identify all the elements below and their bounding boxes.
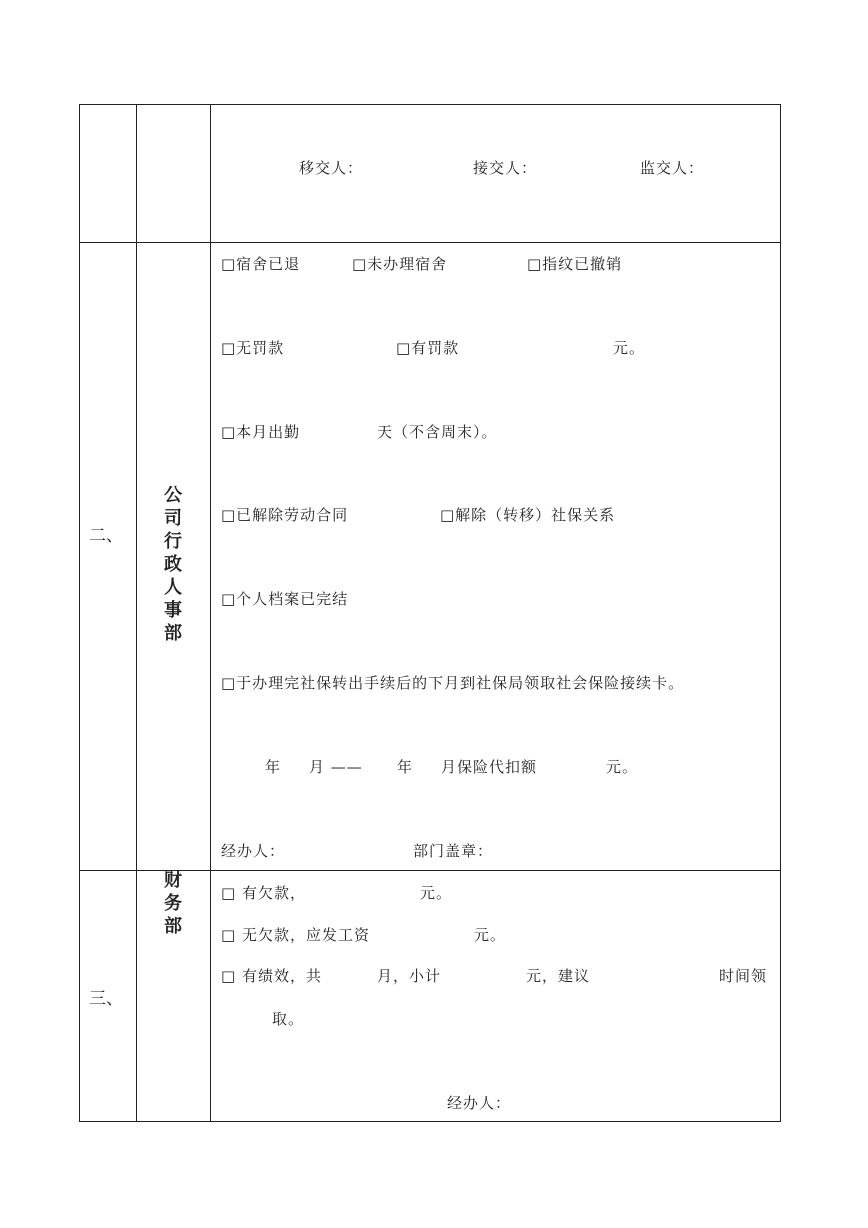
- debt-unit: 元。: [420, 884, 453, 902]
- section-number: 二、: [89, 526, 123, 546]
- column-divider-2: [210, 104, 211, 1122]
- performance-months: 月，小计: [377, 967, 442, 985]
- department-name: 公司行政人事部: [164, 485, 182, 644]
- finance-handler-label: 经办人：: [447, 1094, 512, 1112]
- receiver-person-label: 接交人：: [473, 159, 538, 177]
- no-dorm-checkbox[interactable]: □未办理宿舍: [352, 255, 448, 273]
- handover-person-label: 移交人：: [299, 159, 364, 177]
- labor-contract-terminated-checkbox[interactable]: □已解除劳动合同: [221, 506, 349, 524]
- insurance-unit: 元。: [606, 758, 639, 776]
- has-performance-checkbox[interactable]: □ 有绩效，共: [221, 967, 322, 985]
- performance-subtotal: 元，建议: [526, 967, 591, 985]
- row-divider-1: [79, 242, 781, 243]
- social-security-card-checkbox[interactable]: □于办理完社保转出手续后的下月到社保局领取社会保险接续卡。: [221, 674, 685, 692]
- attendance-days-text: 天（不含周末）。: [377, 423, 498, 441]
- insurance-month-1: 月 ——: [309, 758, 363, 776]
- salary-unit: 元。: [474, 926, 507, 944]
- no-debt-checkbox[interactable]: □ 无欠款，应发工资: [221, 926, 370, 944]
- social-security-transfer-checkbox[interactable]: □解除（转移）社保关系: [440, 506, 616, 524]
- finance-department-name: 财务部: [164, 870, 182, 937]
- has-fine-checkbox[interactable]: □有罚款: [396, 339, 460, 357]
- table-border-bottom: [79, 1121, 781, 1122]
- insurance-year-1: 年: [265, 758, 282, 776]
- department-seal-label: 部门盖章：: [413, 842, 494, 860]
- supervisor-person-label: 监交人：: [640, 159, 705, 177]
- fingerprint-revoked-checkbox[interactable]: □指纹已撤销: [527, 255, 623, 273]
- column-divider-1: [136, 104, 137, 1122]
- performance-collect: 取。: [272, 1010, 305, 1028]
- fine-unit: 元。: [613, 339, 646, 357]
- insurance-deduction-label: 月保险代扣额: [441, 758, 538, 776]
- row-divider-2: [79, 870, 781, 871]
- personal-file-checkbox[interactable]: □个人档案已完结: [221, 590, 349, 608]
- attendance-checkbox[interactable]: □本月出勤: [221, 423, 301, 441]
- dorm-returned-checkbox[interactable]: □宿舍已退: [221, 255, 301, 273]
- handler-label: 经办人：: [221, 842, 286, 860]
- performance-time: 时间领: [719, 967, 768, 985]
- finance-section-number: 三、: [89, 989, 123, 1009]
- table-border-left: [79, 104, 80, 1122]
- table-border-top: [79, 104, 781, 105]
- table-border-right: [780, 104, 781, 1122]
- insurance-year-2: 年: [397, 758, 414, 776]
- no-fine-checkbox[interactable]: □无罚款: [221, 339, 285, 357]
- has-debt-checkbox[interactable]: □ 有欠款，: [221, 884, 306, 902]
